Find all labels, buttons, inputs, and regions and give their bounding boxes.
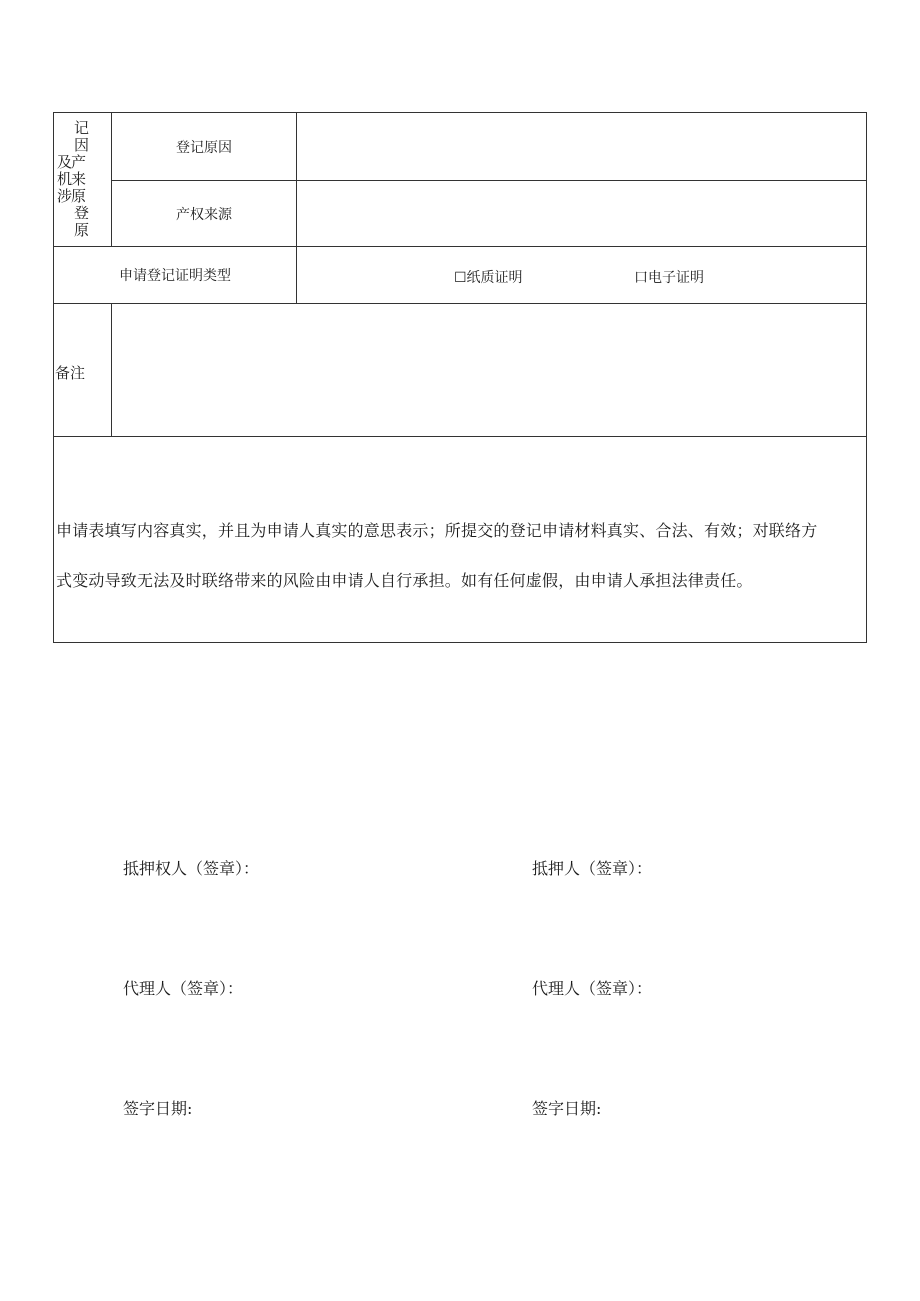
paper-cert-checkbox[interactable]: ☐纸质证明 bbox=[454, 270, 523, 286]
vertical-label-char: 涉原 bbox=[57, 187, 86, 205]
cert-type-label: 申请登记证明类型 bbox=[119, 268, 231, 284]
sign-date-label-left: 签字日期: bbox=[123, 1099, 193, 1118]
registration-reason-label: 登记原因 bbox=[176, 139, 232, 156]
mortgagee-signature-label: 抵押权人（签章）： bbox=[123, 859, 260, 878]
registration-reason-group-label bbox=[54, 113, 112, 246]
vertical-label-char: 记 bbox=[74, 119, 89, 137]
property-source-field[interactable] bbox=[297, 181, 866, 246]
registration-reason-field[interactable] bbox=[297, 113, 866, 180]
declaration-text bbox=[56, 506, 866, 606]
electronic-cert-checkbox[interactable]: 口电子证明 bbox=[634, 270, 704, 286]
declaration-line: 式变动导致无法及时联络带来的风险由申请人自行承担。如有任何虚假，由申请人承担法律责任。 bbox=[56, 571, 753, 590]
sign-date-label-right: 签字日期: bbox=[532, 1099, 602, 1118]
registration-form-table bbox=[53, 112, 867, 643]
vertical-label-char: 机来 bbox=[57, 170, 86, 188]
remarks-field[interactable] bbox=[112, 304, 866, 436]
mortgagor-signature-label: 抵押人（签章）： bbox=[532, 859, 653, 878]
remarks-label: 备注 bbox=[55, 364, 86, 382]
vertical-label-char: 原 bbox=[74, 221, 89, 239]
agent-signature-label-left: 代理人（签章）： bbox=[123, 979, 244, 998]
agent-signature-label-right: 代理人（签章）： bbox=[532, 979, 653, 998]
divider bbox=[54, 436, 866, 437]
property-source-label: 产权来源 bbox=[176, 206, 232, 223]
vertical-label-char: 及产 bbox=[57, 153, 86, 171]
vertical-label-char: 因 bbox=[74, 136, 89, 154]
vertical-label-char: 登 bbox=[74, 204, 89, 222]
declaration-line: 申请表填写内容真实，并且为申请人真实的意思表示；所提交的登记申请材料真实、合法、有效；对联络方 bbox=[56, 521, 818, 540]
